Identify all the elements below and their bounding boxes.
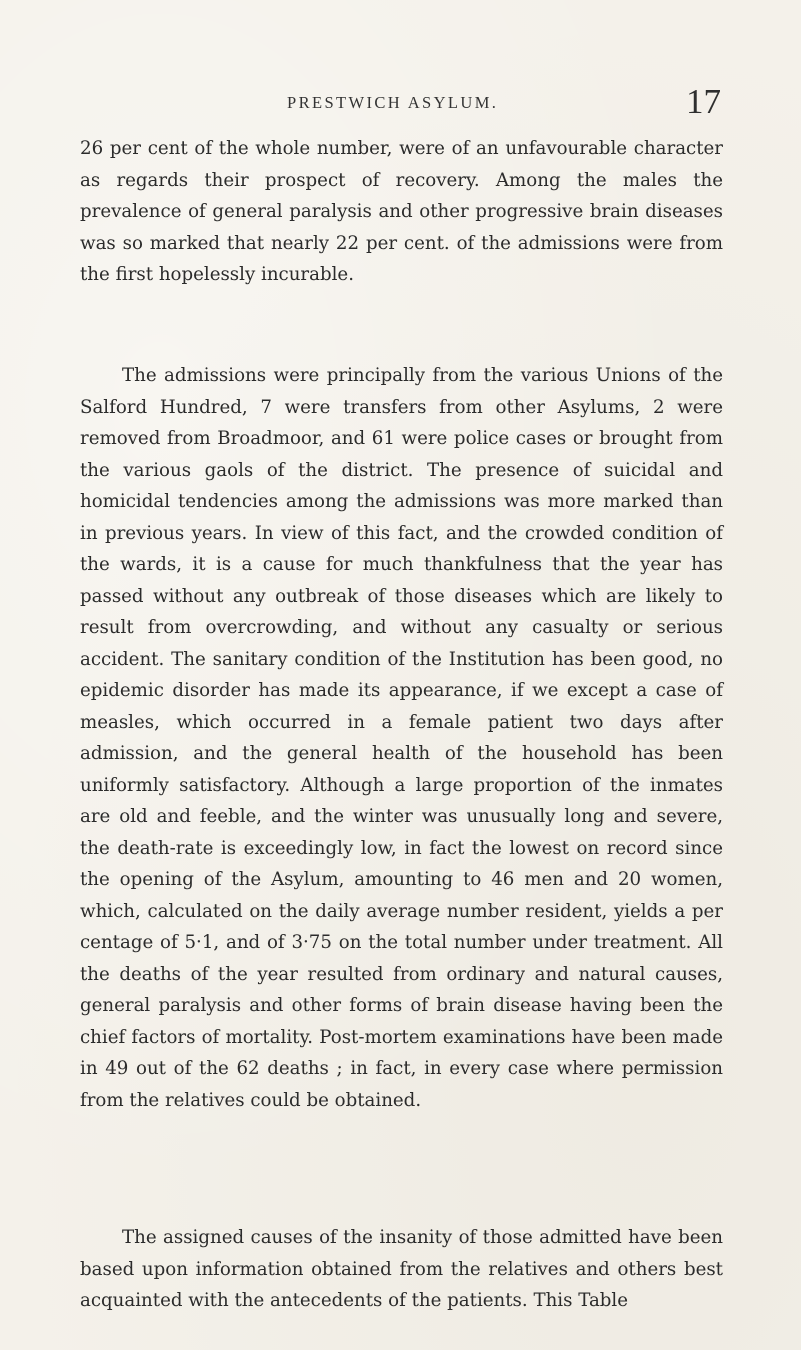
paragraph-1: 26 per cent of the whole number, were of an unfavourable character as regards their prospect of recovery. Among the males the prevalence of general paralysis and other progressive brain diseases was so marked that nearly 22 per cent. of the admissions were from the first hopelessly incurable. [80,138,723,285]
paragraph-2: The admissions were principally from the various Unions of the Salford Hundred, 7 were transfers from other Asylums, 2 were removed from Broadmoor, and 61 were police cases or brought from the various gaols of the district. The presence of suicidal and homicidal tendencies among the admissions was more marked than in previous years. In view of this fact, and the crowded condition of the wards, it is a cause for much thankfulness that the year has passed without any outbreak of those diseases which are likely to result from overcrowding, and without any casualty or serious accident. The sanitary condition of the Institution has been good, no epidemic disorder has made its appearance, if we except a case of measles, which occurred in a female patient two days after admission, and the general health of the household has been uniformly satisfactory. Although a large proportion of the inmates are old and feeble, and the winter was unusually long and severe, the death-rate is exceedingly low, in fact the lowest on record since the opening of the Asylum, amounting to 46 men and 20 women, which, calculated on the daily average number resident, yields a per centage of 5·1, and of 3·75 on the total number under treatment. All the deaths of the year resulted from ordinary and natural causes, general paralysis and other forms of brain disease having been the chief factors of mortality. Post-mortem examinations have been made in 49 out of the 62 deaths ; in fact, in every case where permission from the relatives could be obtained. [80,365,723,1111]
page-number: 17 [686,82,721,121]
paragraph-3: The assigned causes of the insanity of those admitted have been based upon information obtained from the relatives and others best acquainted with the antecedents of the patients. This Table [80,1227,723,1311]
running-header [0,82,801,128]
running-title: PRESTWICH ASYLUM. [287,93,499,112]
